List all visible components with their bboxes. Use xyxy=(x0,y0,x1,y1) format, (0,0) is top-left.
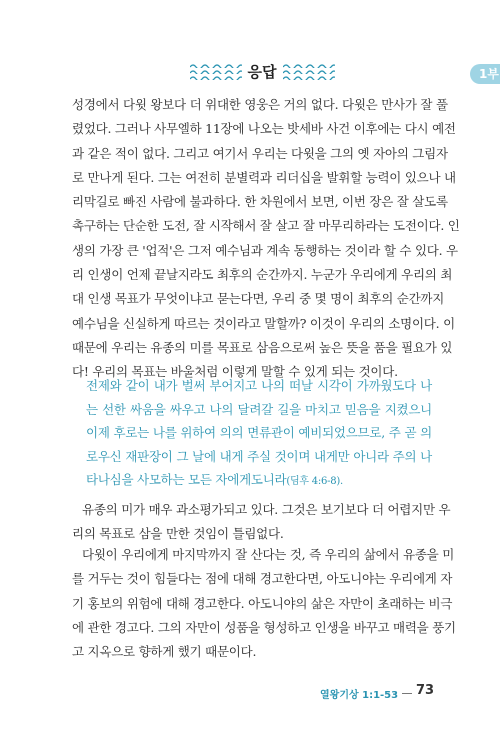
text-line: 에 관한 경고다. 그의 자만이 성품을 형성하고 인생을 바꾸고 매력을 풍기 xyxy=(72,619,456,635)
wave-ornament-left-icon xyxy=(190,63,242,81)
section-title: 응답 xyxy=(247,63,277,81)
quote-line-text: 타나심을 사모하는 모든 자에게도니라 xyxy=(86,472,287,487)
footer-divider xyxy=(402,693,412,694)
text-line: 유종의 미가 매우 과소평가되고 있다. 그것은 보기보다 더 어렵지만 우 xyxy=(82,502,451,517)
running-book-title: 열왕기상 1:1-53 xyxy=(320,690,399,701)
paragraph-1 xyxy=(72,93,460,385)
wave-ornament-right-icon xyxy=(283,63,335,81)
text-line: 다! 우리의 목표는 바울처럼 이렇게 말할 수 있게 되는 것이다. xyxy=(72,364,398,380)
paragraph-3 xyxy=(72,543,456,664)
text-line: 기 홍보의 위험에 대해 경고한다. 아도니야의 삶은 자만이 초래하는 비극 xyxy=(72,595,453,611)
quote-line: 이제 후로는 나를 위하여 의의 면류관이 예비되었으므로, 주 곧 의 xyxy=(86,425,432,440)
quote-line-last xyxy=(86,468,432,494)
text-line: 리막길로 빠진 사람에 불과하다. 한 차원에서 보면, 이번 장은 잘 살도록 xyxy=(72,194,448,210)
part-tab xyxy=(470,64,500,84)
paragraph-2 xyxy=(72,498,451,547)
text-line: 과 같은 적이 없다. 그리고 여기서 우리는 다윗을 그의 옛 자아의 그림자 xyxy=(72,145,448,161)
text-line: 생의 가장 큰 '업적'은 그저 예수님과 계속 동행하는 것이라 할 수 있다. 우 xyxy=(72,242,458,258)
text-line: 예수님을 신실하게 따르는 것이라고 말할까? 이것이 우리의 소명이다. 이 xyxy=(72,315,455,331)
quote-line: 로우신 재판장이 그 날에 내게 주실 것이며 내게만 아니라 주의 나 xyxy=(86,448,432,464)
text-line: 촉구하는 단순한 도전, 잘 시작해서 잘 살고 잘 마무리하라는 도전이다. 인 xyxy=(72,218,460,234)
text-line: 리의 목표로 삼을 만한 것임이 틀림없다. xyxy=(72,526,284,542)
text-line: 성경에서 다윗 왕보다 더 위대한 영웅은 거의 없다. 다윗은 만사가 잘 풀 xyxy=(72,97,448,112)
part-tab-label: 1부 xyxy=(479,67,499,81)
text-line: 때문에 우리는 유종의 미를 목표로 삼음으로써 높은 뜻을 품을 필요가 있 xyxy=(72,339,453,355)
scripture-quote xyxy=(86,374,432,494)
page-number: 73 xyxy=(416,683,435,698)
text-line: 대 인생 목표가 무엇이냐고 묻는다면, 우리 중 몇 명이 최후의 순간까지 xyxy=(72,291,445,307)
quote-line: 는 선한 싸움을 싸우고 나의 달려갈 길을 마치고 믿음을 지켰으니 xyxy=(86,401,432,417)
text-line: 고 지옥으로 향하게 했기 때문이다. xyxy=(72,644,257,660)
section-header xyxy=(0,60,500,84)
text-line: 렸었다. 그러나 사무엘하 11장에 나오는 밧세바 사건 이후에는 다시 예전 xyxy=(72,121,456,137)
text-line: 로 만나게 된다. 그는 여전히 분별력과 리더십을 발휘할 능력이 있으나 내 xyxy=(72,169,456,185)
page-footer xyxy=(320,683,444,701)
text-line: 리 인생이 언제 끝날지라도 최후의 순간까지. 누군가 우리에게 우리의 최 xyxy=(72,267,453,283)
text-line: 를 거두는 것이 힘들다는 점에 대해 경고한다면, 아도니야는 우리에게 자 xyxy=(72,571,453,587)
quote-line: 전제와 같이 내가 벌써 부어지고 나의 떠날 시각이 가까웠도다 나 xyxy=(86,378,432,393)
text-line: 다윗이 우리에게 마지막까지 잘 산다는 것, 즉 우리의 삶에서 유종을 미 xyxy=(82,547,455,562)
quote-reference: (딤후 4:6-8). xyxy=(286,476,343,487)
